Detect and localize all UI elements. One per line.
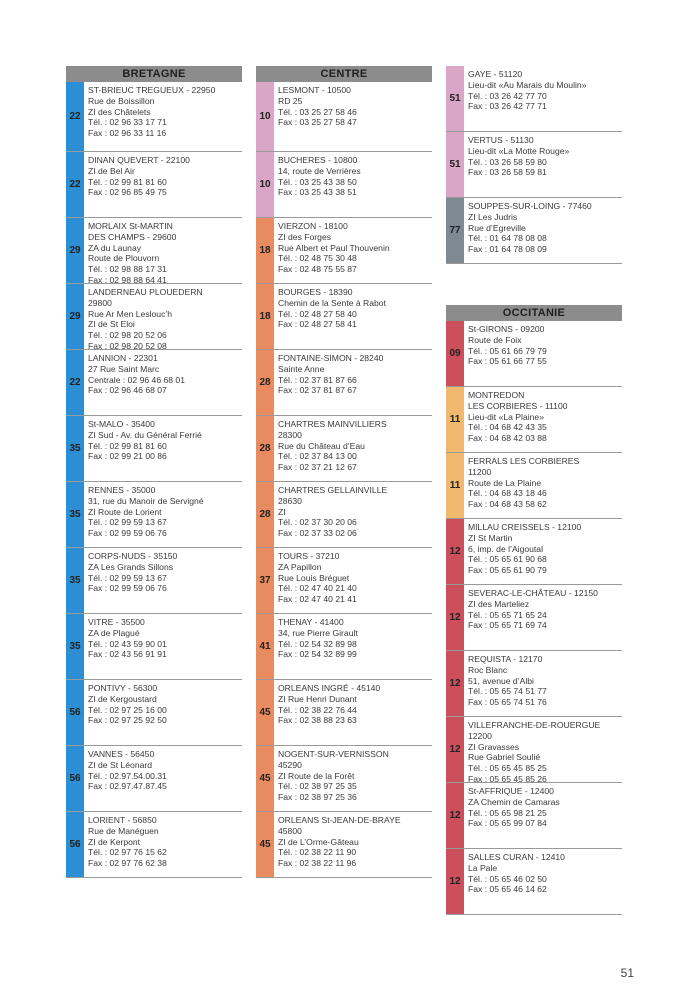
- branch-line: ZI de Bel Air: [88, 165, 135, 176]
- branch-entry: [256, 284, 432, 350]
- column-bretagne: [66, 66, 242, 878]
- department-badge: 10: [256, 152, 274, 217]
- branch-line: Fax : 05 65 74 51 76: [468, 697, 547, 708]
- department-badge: 35: [66, 482, 84, 547]
- branch-line: Tél. : 02 43 59 90 01: [88, 638, 167, 649]
- branch-line: Tél. : 02 48 27 58 40: [278, 308, 357, 319]
- branch-line: ZI de St Léonard: [88, 759, 153, 770]
- branch-line: ZA Chemin de Camaras: [468, 796, 560, 807]
- branch-line: Fax : 02 96 85 49 75: [88, 187, 167, 198]
- department-badge: 22: [66, 152, 84, 217]
- branch-entry: [66, 350, 242, 416]
- branch-name: St-AFFRIQUE - 12400: [468, 786, 554, 796]
- branch-name: VIERZON - 18100: [278, 221, 348, 231]
- branch-line: Tél. : 02 37 81 87 66: [278, 374, 357, 385]
- department-badge: 29: [66, 284, 84, 349]
- branch-line: Fax : 02 48 75 55 87: [278, 264, 357, 275]
- branch-entry: [66, 614, 242, 680]
- branch-line: Fax : 02.97.47.87.45: [88, 781, 167, 792]
- branch-line: Rue d’Egreville: [468, 222, 526, 233]
- branch-line: Tél. : 05 65 46 02 50: [468, 873, 547, 884]
- branch-entry: [256, 350, 432, 416]
- branch-name: BOURGES - 18390: [278, 287, 353, 297]
- branch-line: Tél. : 03 26 58 59 80: [468, 156, 547, 167]
- branch-name: REQUISTA - 12170: [468, 654, 543, 664]
- branch-line: 11200: [468, 466, 492, 477]
- branch-line: ZI Gravasses: [468, 741, 520, 752]
- branch-entry: [66, 680, 242, 746]
- branch-line: Fax : 02 99 59 06 76: [88, 583, 167, 594]
- branch-line: Roc Blanc: [468, 664, 508, 675]
- branch-line: 31, rue du Manoir de Servigné: [88, 495, 204, 506]
- branch-line: Tél. : 02 99 81 81 60: [88, 176, 167, 187]
- branch-line: Tél. : 02 99 59 13 67: [88, 517, 167, 528]
- branch-line: ZI: [278, 506, 286, 517]
- branch-line: Tél. : 02 38 22 76 44: [278, 704, 357, 715]
- branch-line: Lieu-dit «La Plaine»: [468, 411, 544, 422]
- branch-line: Tél. : 02 99 59 13 67: [88, 572, 167, 583]
- branch-name: CHARTRES MAINVILLIERS: [278, 419, 387, 429]
- branch-line: Tél. : 02.97.54.00.31: [88, 770, 167, 781]
- branch-name: LANNION - 22301: [88, 353, 158, 363]
- branch-line: Fax : 03 26 58 59 81: [468, 167, 547, 178]
- branch-line: Tél. : 05 65 98 21 25: [468, 807, 547, 818]
- region-header: OCCITANIE: [446, 305, 622, 321]
- branch-details: [88, 551, 240, 594]
- department-badge: 18: [256, 218, 274, 283]
- branch-details: [88, 749, 240, 792]
- branch-line: ZI de Kerpont: [88, 836, 141, 847]
- branch-name: VITRE - 35500: [88, 617, 145, 627]
- branch-entry: [256, 82, 432, 152]
- department-badge: 45: [256, 812, 274, 877]
- branch-line: ZA Papillon: [278, 561, 322, 572]
- branch-details: [468, 201, 620, 255]
- branch-name: LANDERNEAU PLOUEDERN: [88, 287, 203, 297]
- branch-line: Fax : 05 65 71 69 74: [468, 620, 547, 631]
- branch-line: ZI des Châtelets: [88, 106, 151, 117]
- branch-name: VERTUS - 51130: [468, 135, 534, 145]
- branch-line: Tél. : 05 65 61 90 68: [468, 554, 547, 565]
- branch-line: Centrale : 02 96 46 68 01: [88, 374, 185, 385]
- branch-line: 28300: [278, 429, 302, 440]
- branch-line: ZI des Marteliez: [468, 598, 530, 609]
- branch-details: [88, 419, 240, 462]
- branch-details: [278, 155, 430, 198]
- branch-name: SOUPPES-SUR-LOING - 77460: [468, 201, 592, 211]
- branch-line: Fax : 02 47 40 21 41: [278, 594, 357, 605]
- department-badge: 37: [256, 548, 274, 613]
- branch-line: Tél. : 02 48 75 30 48: [278, 253, 357, 264]
- branch-line: Fax : 02 48 27 58 41: [278, 319, 357, 330]
- branch-line: Rue du Château d’Eau: [278, 440, 365, 451]
- branch-line: ZI Rue Henri Dunant: [278, 693, 357, 704]
- branch-entry: [256, 548, 432, 614]
- department-badge: 51: [446, 132, 464, 197]
- branch-details: [278, 683, 430, 726]
- branch-name: ORLEANS INGRÉ - 45140: [278, 683, 381, 693]
- branch-entry: [446, 66, 622, 132]
- branch-details: [468, 135, 620, 178]
- branch-name: MORLAIX St-MARTIN: [88, 221, 173, 231]
- branch-details: [88, 287, 240, 352]
- branch-entry: [66, 482, 242, 548]
- branch-line: ZA du Launay: [88, 242, 142, 253]
- branch-details: [88, 683, 240, 726]
- branch-details: [278, 749, 430, 803]
- department-badge: 56: [66, 746, 84, 811]
- department-badge: 28: [256, 482, 274, 547]
- department-badge: 10: [256, 82, 274, 151]
- branch-line: Tél. : 03 25 27 58 46: [278, 106, 357, 117]
- department-badge: 28: [256, 416, 274, 481]
- department-badge: 35: [66, 614, 84, 679]
- branch-details: [278, 815, 430, 869]
- branch-line: Tél. : 02 38 22 11 90: [278, 847, 357, 858]
- branch-line: Rue de Manéguen: [88, 825, 159, 836]
- branch-details: [88, 155, 240, 198]
- branch-line: Chemin de la Sente à Rabot: [278, 297, 386, 308]
- branch-line: Tél. : 03 26 42 77 70: [468, 90, 547, 101]
- branch-details: [468, 390, 620, 444]
- branch-line: Sainte Anne: [278, 363, 325, 374]
- branch-line: Route de Foix: [468, 334, 522, 345]
- branch-details: [88, 85, 240, 139]
- department-badge: 77: [446, 198, 464, 263]
- branch-entry: [446, 519, 622, 585]
- department-badge: 29: [66, 218, 84, 283]
- column-centre: [256, 66, 432, 878]
- branch-line: Tél. : 03 25 43 38 50: [278, 176, 357, 187]
- branch-line: 51, avenue d’Albi: [468, 675, 534, 686]
- branch-name: St-MALO - 35400: [88, 419, 155, 429]
- branch-line: Fax : 02 37 81 87 67: [278, 385, 357, 396]
- branch-name: VILLEFRANCHE-DE-ROUERGUE: [468, 720, 601, 730]
- branch-entry: [446, 783, 622, 849]
- department-badge: 35: [66, 548, 84, 613]
- branch-line: La Pale: [468, 862, 498, 873]
- branch-entry: [446, 132, 622, 198]
- department-badge: 22: [66, 350, 84, 415]
- branch-line: Route de La Plaine: [468, 477, 542, 488]
- branch-line: Fax : 05 61 66 77 55: [468, 356, 547, 367]
- branch-entry: [446, 321, 622, 387]
- branch-entry: [256, 482, 432, 548]
- branch-line: Tél. : 02 54 32 89 98: [278, 638, 357, 649]
- branch-line: ZI Route de la Forêt: [278, 770, 355, 781]
- branch-name: LESMONT - 10500: [278, 85, 351, 95]
- branch-details: [468, 588, 620, 631]
- column-champagne-idf: [446, 66, 622, 264]
- branch-entry: [446, 849, 622, 915]
- branch-line: Fax : 03 26 42 77 71: [468, 101, 547, 112]
- branch-details: [88, 617, 240, 660]
- department-badge: 12: [446, 585, 464, 650]
- branch-entry: [66, 152, 242, 218]
- region-header: BRETAGNE: [66, 66, 242, 82]
- branch-entry: [66, 548, 242, 614]
- branch-name: GAYE - 51120: [468, 69, 523, 79]
- department-badge: 12: [446, 849, 464, 914]
- branch-line: Tél. : 05 65 71 65 24: [468, 609, 547, 620]
- department-badge: 41: [256, 614, 274, 679]
- branch-entry: [66, 812, 242, 878]
- branch-details: [88, 353, 240, 396]
- column-occitanie: [446, 305, 622, 915]
- branch-name: ORLEANS St-JEAN-DE-BRAYE: [278, 815, 401, 825]
- branch-line: Fax : 02 99 59 06 76: [88, 528, 167, 539]
- branch-line: Tél. : 02 96 33 17 71: [88, 117, 167, 128]
- branch-line: 6, imp. de l’Aigoutal: [468, 543, 543, 554]
- page-number: 51: [620, 966, 634, 980]
- branch-line: ZI de Kergoustard: [88, 693, 157, 704]
- branch-line: ZI St Martin: [468, 532, 513, 543]
- branch-entry: [446, 651, 622, 717]
- branch-line: Fax : 02 37 33 02 06: [278, 528, 357, 539]
- branch-line: Rue de Boissillon: [88, 95, 155, 106]
- department-badge: 45: [256, 680, 274, 745]
- branch-details: [88, 485, 240, 539]
- branch-line: Tél. : 02 37 84 13 00: [278, 451, 357, 462]
- branch-line: Fax : 02 54 32 89 99: [278, 649, 357, 660]
- branch-line: 28630: [278, 495, 302, 506]
- department-badge: 12: [446, 783, 464, 848]
- branch-line: Tél. : 02 99 81 81 60: [88, 440, 167, 451]
- branch-details: [278, 287, 430, 330]
- branch-line: DES CHAMPS - 29600: [88, 231, 177, 242]
- branch-name: MILLAU CREISSELS - 12100: [468, 522, 582, 532]
- branch-name: MONTREDON: [468, 390, 525, 400]
- branch-name: PONTIVY - 56300: [88, 683, 158, 693]
- branch-entry: [256, 416, 432, 482]
- branch-line: 27 Rue Saint Marc: [88, 363, 160, 374]
- branch-name: NOGENT-SUR-VERNISSON: [278, 749, 389, 759]
- branch-line: 34, rue Pierre Girault: [278, 627, 358, 638]
- branch-entry: [256, 680, 432, 746]
- department-badge: 51: [446, 66, 464, 131]
- branch-name: SEVERAC-LE-CHÂTEAU - 12150: [468, 588, 598, 598]
- branch-line: Lieu-dit «La Motte Rouge»: [468, 145, 570, 156]
- branch-details: [278, 221, 430, 275]
- branch-line: ZI Les Judris: [468, 211, 518, 222]
- branch-entry: [256, 152, 432, 218]
- branch-entry: [446, 453, 622, 519]
- branch-line: ZA de Plagué: [88, 627, 140, 638]
- branch-entry: [66, 284, 242, 350]
- branch-line: 45800: [278, 825, 302, 836]
- branch-line: Tél. : 02 97 76 15 62: [88, 847, 167, 858]
- department-badge: 12: [446, 717, 464, 782]
- branch-name: VANNES - 56450: [88, 749, 155, 759]
- branch-line: Fax : 02 38 88 23 63: [278, 715, 357, 726]
- branch-entry: [446, 717, 622, 783]
- branch-entry: [66, 746, 242, 812]
- branch-line: Fax : 02 43 56 91 91: [88, 649, 167, 660]
- branch-entry: [446, 387, 622, 453]
- branch-line: Rue Albert et Paul Thouvenin: [278, 242, 390, 253]
- department-badge: 22: [66, 82, 84, 151]
- branch-line: Fax : 02 98 20 52 08: [88, 340, 167, 351]
- branch-line: ZI Route de Lorient: [88, 506, 162, 517]
- branch-details: [88, 815, 240, 869]
- department-badge: 35: [66, 416, 84, 481]
- branch-line: Fax : 03 25 43 38 51: [278, 187, 357, 198]
- branch-entry: [256, 218, 432, 284]
- branch-line: Fax : 05 65 46 14 62: [468, 884, 547, 895]
- branch-line: Fax : 05 65 99 07 84: [468, 818, 547, 829]
- branch-line: 12200: [468, 730, 492, 741]
- branch-line: Fax : 02 96 33 11 16: [88, 128, 167, 139]
- branch-name: THENAY - 41400: [278, 617, 344, 627]
- branch-line: Route de Plouvorn: [88, 253, 160, 264]
- branch-line: Rue Gabriel Soulié: [468, 752, 541, 763]
- branch-line: Tél. : 01 64 78 08 08: [468, 233, 547, 244]
- branch-line: Fax : 02 96 46 68 07: [88, 385, 167, 396]
- branch-details: [468, 852, 620, 895]
- branch-details: [468, 786, 620, 829]
- department-badge: 12: [446, 519, 464, 584]
- branch-line: LES CORBIERES - 11100: [468, 400, 568, 411]
- branch-details: [468, 69, 620, 112]
- department-badge: 09: [446, 321, 464, 386]
- branch-line: Tél. : 02 47 40 21 40: [278, 583, 357, 594]
- branch-entry: [66, 416, 242, 482]
- branch-details: [278, 419, 430, 473]
- branch-line: ZI de L’Orme-Gâteau: [278, 836, 359, 847]
- branch-line: Fax : 02 99 21 00 86: [88, 451, 167, 462]
- department-badge: 56: [66, 812, 84, 877]
- branch-line: ZI des Forges: [278, 231, 332, 242]
- branch-details: [468, 456, 620, 510]
- branch-line: Fax : 01 64 78 08 09: [468, 244, 547, 255]
- region-header: CENTRE: [256, 66, 432, 82]
- branch-details: [278, 551, 430, 605]
- branch-name: FONTAINE-SIMON - 28240: [278, 353, 384, 363]
- branch-details: [278, 85, 430, 128]
- branch-line: Tél. : 05 65 74 51 77: [468, 686, 547, 697]
- branch-name: CHARTRES GELLAINVILLE: [278, 485, 388, 495]
- department-badge: 18: [256, 284, 274, 349]
- branch-details: [468, 654, 620, 708]
- branch-details: [468, 324, 620, 367]
- branch-line: Rue Ar Men Leslouc’h: [88, 308, 173, 319]
- branch-line: Tél. : 02 37 30 20 06: [278, 517, 357, 528]
- branch-entry: [446, 585, 622, 651]
- branch-details: [278, 353, 430, 396]
- branch-name: BUCHERES - 10800: [278, 155, 358, 165]
- branch-line: ZI Sud - Av. du Général Ferrié: [88, 429, 202, 440]
- branch-line: Lieu-dit «Au Marais du Moulin»: [468, 79, 587, 90]
- branch-name: TOURS - 37210: [278, 551, 340, 561]
- branch-line: Tél. : 02 38 97 25 35: [278, 781, 357, 792]
- branch-line: Tél. : 02 98 88 17 31: [88, 264, 167, 275]
- branch-name: DINAN QUEVERT - 22100: [88, 155, 190, 165]
- department-badge: 12: [446, 651, 464, 716]
- branch-name: CORPS-NUDS - 35150: [88, 551, 178, 561]
- department-badge: 56: [66, 680, 84, 745]
- branch-line: Fax : 03 25 27 58 47: [278, 117, 357, 128]
- department-badge: 28: [256, 350, 274, 415]
- branch-line: Tél. : 02 98 20 52 06: [88, 330, 167, 341]
- branch-details: [468, 522, 620, 576]
- branch-details: [468, 720, 620, 785]
- branch-line: ZI de St Eloi: [88, 319, 135, 330]
- branch-line: 45290: [278, 759, 302, 770]
- branch-line: Tél. : 05 65 45 85 25: [468, 763, 547, 774]
- branch-name: FERRALS LES CORBIERES: [468, 456, 580, 466]
- branch-name: LORIENT - 56850: [88, 815, 157, 825]
- branch-name: RENNES - 35000: [88, 485, 156, 495]
- branch-line: 14, route de Verrières: [278, 165, 361, 176]
- branch-entry: [256, 746, 432, 812]
- branch-line: Fax : 02 37 21 12 67: [278, 462, 357, 473]
- branch-entry: [66, 218, 242, 284]
- branch-line: Rue Louis Bréguet: [278, 572, 350, 583]
- department-badge: 11: [446, 387, 464, 452]
- branch-line: Tél. : 04 68 43 18 46: [468, 488, 547, 499]
- branch-line: Tél. : 04 68 42 43 35: [468, 422, 547, 433]
- branch-details: [278, 485, 430, 539]
- branch-line: ZA Les Grands Sillons: [88, 561, 174, 572]
- branch-entry: [256, 614, 432, 680]
- branch-line: Fax : 02 38 22 11 96: [278, 858, 357, 869]
- branch-line: Fax : 02 97 25 92 50: [88, 715, 167, 726]
- branch-entry: [66, 82, 242, 152]
- branch-name: ST-BRIEUC TREGUEUX - 22950: [88, 85, 216, 95]
- branch-line: Tél. : 02 97 25 16 00: [88, 704, 167, 715]
- branch-line: Tél. : 05 61 66 79 79: [468, 345, 547, 356]
- branch-entry: [446, 198, 622, 264]
- branch-line: Fax : 05 65 45 85 26: [468, 773, 547, 784]
- branch-name: SALLES CURAN - 12410: [468, 852, 565, 862]
- branch-details: [88, 221, 240, 286]
- branch-line: Fax : 05 65 61 90 79: [468, 565, 547, 576]
- branch-details: [278, 617, 430, 660]
- branch-line: Fax : 02 98 88 64 41: [88, 274, 167, 285]
- branch-line: Fax : 02 38 97 25 36: [278, 792, 357, 803]
- branch-name: St-GIRONS - 09200: [468, 324, 545, 334]
- department-badge: 11: [446, 453, 464, 518]
- branch-line: Fax : 04 68 42 03 88: [468, 433, 547, 444]
- branch-entry: [256, 812, 432, 878]
- branch-line: RD 25: [278, 95, 303, 106]
- branch-line: 29800: [88, 297, 112, 308]
- branch-line: Fax : 04 68 43 58 62: [468, 499, 547, 510]
- branch-line: Fax : 02 97 76 62 38: [88, 858, 167, 869]
- department-badge: 45: [256, 746, 274, 811]
